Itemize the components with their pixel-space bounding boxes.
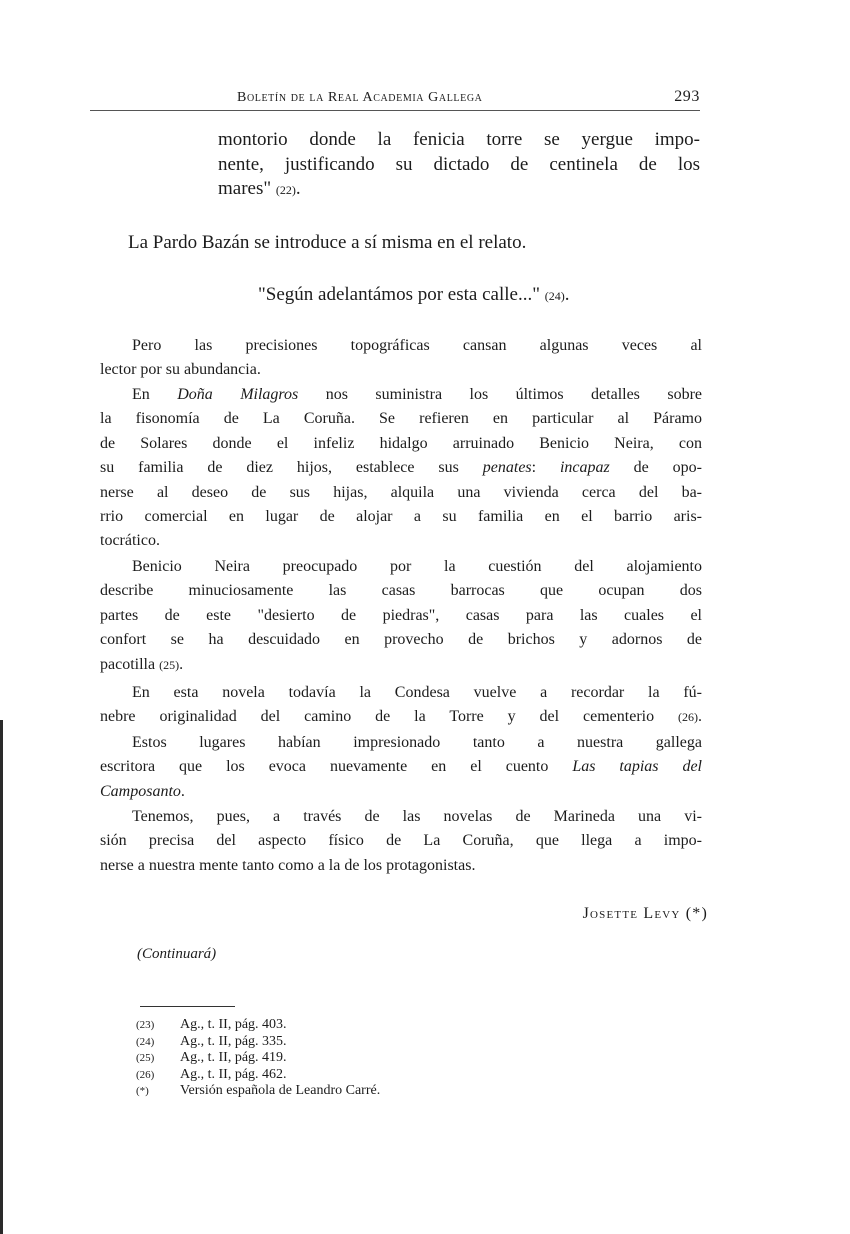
para-line: Tenemos, pues, a través de las novelas de Marineda una vi-: [132, 808, 702, 825]
para-line: la fisonomía de La Coruña. Se refieren en particular al Páramo: [100, 410, 702, 428]
para-line: Pero las precisiones topográficas cansan algunas veces al: [132, 337, 702, 354]
para-line: rrio comercial en lugar de alojar a su familia en el barrio aris-: [100, 508, 702, 526]
para-line: confort se ha descuidado en provecho de brichos y adornos de: [100, 631, 702, 649]
text-span: su familia de diez hijos, establece sus: [100, 459, 483, 477]
header-rule: [90, 110, 700, 111]
paragraph-tenemos: [100, 805, 702, 878]
footnote-ref: (22): [275, 183, 296, 197]
story-title: Las tapias del: [572, 758, 702, 776]
text-span: de opo-: [609, 459, 702, 477]
para-line: [100, 780, 702, 804]
para-line: lector por su abundancia.: [100, 361, 261, 379]
paragraph-estos: [100, 731, 702, 804]
footnote: [136, 1034, 380, 1051]
quote-line-last: mares" (22).: [218, 178, 301, 199]
footnote-ref: (25): [159, 657, 180, 672]
para-line: Estos lugares habían impresionado tanto a nuestra gallega: [132, 734, 702, 751]
running-header: [225, 88, 700, 110]
para-line: partes de este "desierto de piedras", casas para las cuales el: [100, 606, 702, 624]
footnote: [136, 1067, 380, 1084]
continued-note: (Continuará): [137, 946, 217, 962]
author-signature: Josette Levy (*): [582, 905, 708, 922]
segun-quote-text: "Según adelantámos por esta calle...": [258, 284, 540, 305]
para-line: de Solares donde el infeliz hidalgo arruinado Benicio Neira, con: [100, 434, 702, 452]
para-line: nebre originalidad del camino de la Torre y del cementerio (26).: [100, 708, 703, 726]
paragraph-en: [100, 383, 702, 554]
footnote: [136, 1050, 380, 1067]
text-span: nebre originalidad del camino de la Torre y del cementerio: [100, 708, 655, 726]
text-span: nos suministra los últimos detalles sobre: [298, 386, 703, 403]
story-title: Camposanto: [100, 782, 181, 800]
text-span: .: [180, 782, 185, 800]
paragraph-esta: [100, 681, 702, 730]
text-span: En: [132, 386, 178, 403]
footnote-text: Versión española de Leandro Carré.: [180, 1083, 381, 1099]
paragraph-benicio: [100, 555, 702, 677]
paragraph-pero: [100, 334, 702, 383]
quote-line: nente, justificando su dictado de centinela de los: [218, 153, 700, 175]
footnote-text: Ag., t. II, pág. 462.: [180, 1066, 287, 1082]
scan-edge: [0, 720, 3, 1234]
footnote-mark: (*): [136, 1085, 149, 1098]
text-span: pacotilla: [100, 655, 156, 673]
para-line: nerse a nuestra mente tanto como a la de los protagonistas.: [100, 856, 476, 874]
quote-line: montorio donde la fenicia torre se yergue impo-: [218, 129, 700, 150]
para-line: En esta novela todavía la Condesa vuelve a recordar la fú-: [132, 684, 702, 701]
para-line: [100, 755, 702, 779]
footnote-mark: (24): [136, 1035, 155, 1048]
para-line: [100, 456, 702, 480]
text-span: :: [531, 459, 560, 477]
page-number: 293: [674, 88, 700, 105]
para-line: Benicio Neira preocupado por la cuestión del alojamiento: [132, 558, 702, 575]
footnote-mark: (26): [136, 1068, 155, 1081]
quote-block: [218, 128, 700, 203]
quote-line-text: mares": [218, 178, 272, 199]
text-span: escritora que los evoca nuevamente en el cuento: [100, 758, 573, 776]
italic-term: incapaz: [559, 459, 610, 477]
para-line: pacotilla (25).: [100, 655, 184, 673]
book-title: Doña Milagros: [177, 386, 299, 403]
segun-quote: "Según adelantámos por esta calle..." (24).: [258, 284, 570, 305]
footnote-text: Ag., t. II, pág. 335.: [180, 1033, 287, 1049]
para-line: sión precisa del aspecto físico de La Coruña, que llega a impo-: [100, 832, 702, 850]
footnote-ref: (26): [678, 710, 699, 725]
running-title: Boletín de la Real Academia Gallega: [237, 90, 483, 105]
pardo-line: La Pardo Bazán se introduce a sí misma en el relato.: [128, 232, 527, 253]
para-line: [100, 383, 702, 407]
italic-term: penates: [482, 459, 532, 477]
footnote-text: Ag., t. II, pág. 419.: [180, 1050, 287, 1066]
footnote: [136, 1083, 380, 1100]
footnote: [136, 1017, 380, 1034]
para-line: tocrático.: [100, 532, 160, 550]
footnote-mark: (23): [136, 1019, 155, 1031]
footnote-rule: [140, 1006, 235, 1007]
footnote-ref: (24): [544, 289, 565, 303]
footnote-text: Ag., t. II, pág. 403.: [180, 1017, 287, 1032]
footnotes: [136, 1017, 380, 1100]
footnote-mark: (25): [136, 1052, 155, 1065]
para-line: nerse al deseo de sus hijas, alquila una vivienda cerca del ba-: [100, 483, 702, 501]
para-line: describe minuciosamente las casas barrocas que ocupan dos: [100, 582, 702, 600]
